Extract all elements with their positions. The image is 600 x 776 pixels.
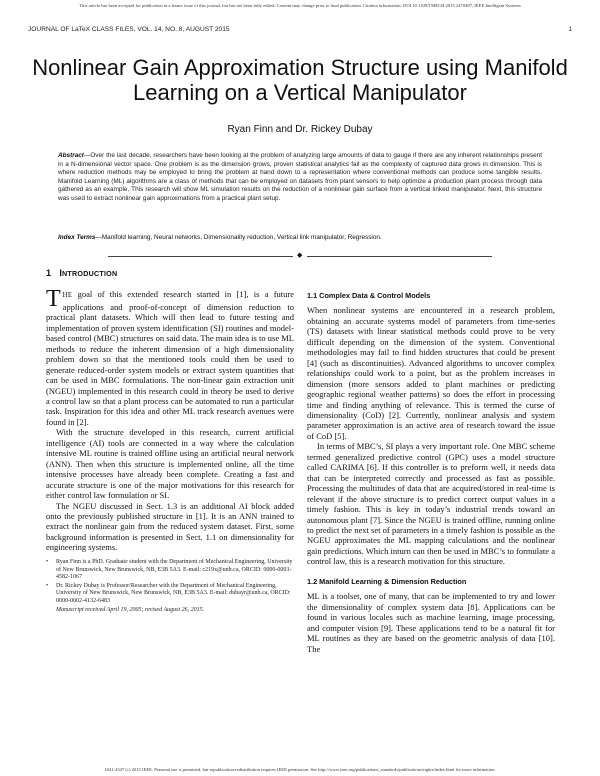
- footnote-author-2-text: Dr. Rickey Dubay is Professor/Researcher with the Department of Mechanical Engineering, University of New Brunswick, New Brunswick, NB, E3B 5A3. E-mail: dubayr@unb.ca, ORCID: 0000-0002-4132-6483: [56, 582, 291, 604]
- footnote-bullet: •: [46, 559, 49, 565]
- abstract-label: Abstract: [58, 152, 84, 159]
- footnotes: [46, 559, 294, 614]
- subsection-1-1-paragraph-1: When nonlinear systems are encountered in a research problem, obtaining an accurate systems model of parameters from time-series (TS) datasets with linear statistical methods could prove to be very difficult depending on the dimension of the system. Conventional methodologies may fail to find hidden structures that could be present [4] (such as discontinuities). Advanced algorithms to uncover complex relationships could work to a point, but as the problem increases in dimension (more sensors added to plant machines or predicting geographic regional weather patterns) so does the effort in processing time and finding anything of relevance. This is termed the curse of dimensionality (CoD) [2]. Currently, nonlinear analysis and system parameter approximation is an active area of research toward the issue of CoD [5].: [307, 305, 555, 441]
- page-number: 1: [568, 26, 572, 33]
- subsection-heading-1-2: 1.2 Manifold Learning & Dimension Reduction: [307, 576, 467, 586]
- left-column: [46, 268, 294, 553]
- footnote-author-2: [46, 583, 294, 606]
- copyright-footer: 1041-4347 (c) 2015 IEEE. Personal use is permitted, but republication/redistribution requires IEEE permission. See http://www.ieee.org/publications_standards/publications/rights/index.html for more information.: [104, 767, 496, 772]
- intro-paragraph-3: The NGEU discussed in Sect. 1.3 is an additional AI block added onto the previously published structure in [1]. It is an ANN trained to extract the nonlinear gain from the reduced system dataset. First, some background information is presented in Sect. 1.1 on dimensionality for engineering systems.: [46, 500, 294, 553]
- intro-paragraph-1-text: goal of this extended research started in [1], is a future applications and proof-of-concept of dimension reduction to practical plant datasets. Which will then lead to future testing and implementation of proven system identification (SI) routines and model-based control (MBC) structures on said data. The main idea is to use ML methods to reduce the inherent dimension of a high dimensionality problem down so that the mentioned tools could then be used to generate reduced-order system models or extract system quantities that can be used in MBC formulations. The non-linear gain extraction unit (NGEU) implemented in this research could in theory be used to derive a control law so that a plant process can be automated to run a particular task. Inspiration for this idea and other ML track research avenues were found in [2].: [46, 289, 294, 427]
- index-terms: [58, 234, 542, 243]
- manuscript-history: Manuscript received April 19, 2005; revised August 26, 2015.: [56, 606, 205, 613]
- intro-paragraph-1: [46, 286, 294, 427]
- section-title-initial: I: [59, 268, 63, 278]
- subsection-heading-1-1: 1.1 Complex Data & Control Models: [307, 291, 431, 300]
- paper-title: Nonlinear Gain Approximation Structure using Manifold Learning on a Vertical Manipulator: [32, 55, 568, 105]
- footnote-author-1-text: Ryan Finn is a PhD. Graduate student with the Department of Mechanical Engineering, University of New Brunswick, New Brunswick, NB, E3B 5A3. E-mail: c219x@unb.ca, ORCID: 0000-0003-4582-1067: [56, 559, 293, 581]
- footnote-author-1: [46, 559, 294, 582]
- section-divider: [108, 253, 492, 259]
- running-head: [28, 26, 572, 33]
- footnote-bullet: •: [46, 582, 49, 589]
- drop-cap: T: [46, 286, 61, 313]
- section-heading-introduction: [46, 268, 294, 279]
- subsection-1-1-paragraph-2: In terms of MBC’s, SI plays a very important role. One MBC scheme termed generalized predictive control (GPC) uses a model structure called CARIMA [6]. If this controller is to preform well, it needs data that can be interpreted correctly and processed as fast as possible. Processing the multitudes of data that are acquired/stored in real-time is relevant if the above structure is to predict correct output values in a timely fashion. This is key in today’s industrial trends toward an autonomous plant [7]. Since the NGEU is trained offline, running online to predict the next set of parameters in a timely fashion is possible as the NGEU approximates the ML mapping calculations and the nonlinear gain predictions. Which inturn can then be used in MBC’s to formulate a control law, this is a research motivation for this structure.: [307, 441, 555, 567]
- accepted-article-notice: This article has been accepted for publication in a future issue of this journal, but has not been fully edited. Content may change prior to final publication. Citation information: DOI 10.1109/TMECH.2015.2470487, IEEE Intelligent Systems: [79, 3, 521, 8]
- abstract-text: —Over the last decade, researchers have been looking at the problem of analyzing large amounts of data to gauge if there are any inherent relationships present in a N-dimensional vector space. One problem is as the dimension grows, proven statistical analytics fail as the complexity of captured data grows in dimension. This is where reduction methods may be employed to bring the problem at hand down to a representation where conventional methods can produce some tangible results. Manifold Learning (ML) algorithms are a class of methods that can be employed on datasets from plant sensors to help optimize a production plant process through data gathered as an example. This research will show ML simulation results on the reduction of a nonlinear gain surface from a vertical linked manipulator. Next, this structure was used to extract nonlinear gain approximations from a practical plant setup.: [58, 152, 542, 202]
- right-column: [307, 291, 555, 654]
- section-number: 1: [46, 268, 52, 278]
- lead-word: HE: [62, 292, 73, 300]
- intro-paragraph-2: With the structure developed in this research, current artificial intelligence (AI) tools are connected in a way where the calculation intensive ML routine is trained offline using an artificial neural network (ANN). Then when this structure is implemented online, all the time intensive processes have already been complete. Creating a fast and accurate structure is one of the major motivations for this research for either control law formulation or SI.: [46, 427, 294, 501]
- journal-line: JOURNAL OF LaTeX CLASS FILES, VOL. 14, NO. 8, AUGUST 2015: [28, 26, 230, 33]
- divider-diamond-icon: ◆: [297, 251, 303, 259]
- index-terms-label: Index Terms: [58, 234, 96, 241]
- author-list: Ryan Finn and Dr. Rickey Dubay: [227, 124, 373, 135]
- divider-line-left: [108, 256, 293, 257]
- index-terms-text: —Manifold learning, Neural networks, Dimensionality reduction, Vertical link manipulator, Regression.: [95, 234, 382, 241]
- divider-line-right: [307, 256, 492, 257]
- subsection-1-2-paragraph-1: ML is a toolset, one of many, that can be implemented to try and lower the dimensionality of complex system data [8]. Applications can be found in various locales such as machine learning, image processing, and computer vision [9]. These applications tend to be a natural fit for ML routines as they are based on the geometric analysis of data [10]. The: [307, 591, 555, 654]
- section-title-rest: NTRODUCTION: [62, 269, 118, 278]
- abstract: [58, 152, 542, 204]
